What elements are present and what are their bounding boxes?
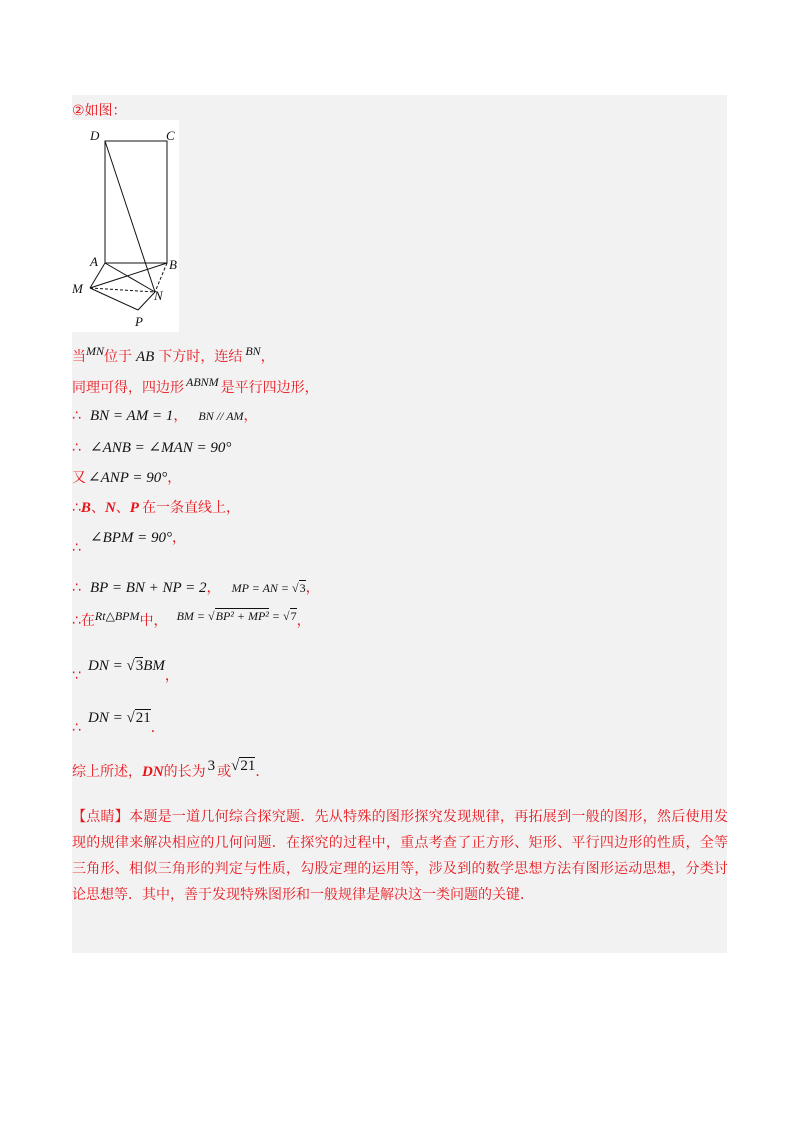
- therefore-symbol: ∴: [72, 580, 81, 596]
- segment-mn-dashed: [90, 288, 155, 292]
- line-2: [72, 377, 319, 397]
- answer-value: 3: [207, 758, 216, 774]
- math-parallel: BN // AM: [198, 409, 244, 423]
- text: 在: [80, 613, 95, 629]
- math-bn: BN: [245, 344, 261, 358]
- sqrt-value: 3: [135, 658, 144, 674]
- label-d: D: [90, 128, 100, 143]
- text: ，: [164, 668, 179, 684]
- math-dn: DN: [142, 764, 164, 780]
- geometry-figure: [72, 120, 179, 332]
- point-p: P: [129, 500, 139, 516]
- math-eq: MP = AN =: [231, 581, 293, 595]
- answer-value: 21: [240, 758, 256, 774]
- text: ，: [296, 613, 311, 629]
- therefore-symbol: ∴: [72, 408, 81, 424]
- therefore-symbol: ∴: [72, 720, 81, 736]
- label-n: N: [154, 288, 163, 303]
- text: 、: [115, 500, 130, 516]
- math-eq: BP = BN + NP = 2: [90, 580, 207, 596]
- math-eq: BN = AM = 1: [90, 408, 174, 424]
- text: ，: [243, 408, 258, 424]
- text: 、: [90, 500, 105, 516]
- segment-pn: [138, 292, 155, 310]
- label-m: M: [72, 281, 83, 296]
- text: 中，: [139, 613, 168, 629]
- text: 下方时，连结: [158, 349, 243, 365]
- text: 综上所述，: [72, 764, 142, 780]
- text: ，: [167, 470, 182, 486]
- text: 同理可得，四边形: [72, 380, 184, 396]
- text: 又: [72, 470, 86, 486]
- sqrt-value: 3: [299, 581, 306, 595]
- math-mn: MN: [86, 344, 104, 358]
- line-9: ∴在$^{Rt\triangle BPM}$中， $^{BM =}$ $^{√BP^2 + MP^2}$ = $^{√7}$，: [72, 609, 311, 629]
- geometry-diagram: [72, 120, 179, 332]
- math-eq: =: [268, 609, 283, 623]
- math-triangle: Rt△BPM: [94, 609, 140, 623]
- key-point-note: 【点睛】本题是一道几何综合探究题．先从特殊的图形探究发现规律，再拓展到一般的图形，然后使用发现的规律来解决相应的几何问题．在探究的过程中，重点考查了正方形、矩形、平行四边形的性质，全等三角形、相似三角形的判定与性质，勾股定理的运用等，涉及到的数学思想方法有图形运动思想，分类讨论思想等．其中，善于发现特殊图形和一般规律是解决这一类问题的关键．: [72, 809, 728, 903]
- label-p: P: [135, 314, 143, 329]
- section-header: ②如图：: [72, 103, 127, 119]
- text: ，: [172, 530, 187, 546]
- line-8: ∴ BP = BN + NP = 2， MP = AN = √3，: [72, 580, 320, 596]
- label-a: A: [90, 254, 98, 269]
- because-symbol: ∵: [72, 668, 81, 684]
- line-4: [72, 437, 231, 457]
- text: 在一条直线上，: [141, 500, 240, 516]
- math-eq: DN =: [88, 658, 127, 674]
- math-eq: DN =: [88, 710, 127, 726]
- therefore-symbol: ∴: [72, 540, 81, 556]
- segment-mb: [90, 263, 167, 288]
- text: 位于: [104, 349, 132, 365]
- line-7: [72, 527, 186, 547]
- math-eq: ∠ANB = ∠MAN = 90°: [90, 440, 232, 456]
- math-ab: AB: [136, 349, 155, 365]
- text: 当: [72, 349, 86, 365]
- sqrt-value: 21: [135, 710, 151, 726]
- line-12: 综上所述，DN的长为 3 或√21．: [72, 758, 270, 780]
- math-eq: BM =: [176, 609, 209, 623]
- label-c: C: [166, 128, 175, 143]
- rectangle-abcd: [105, 141, 167, 263]
- text: ．: [255, 764, 270, 780]
- line-1: [72, 346, 275, 366]
- text: ．: [150, 720, 165, 736]
- text: ，: [173, 408, 188, 424]
- text: 或: [217, 764, 232, 780]
- math-eq: ∠BPM = 90°: [90, 530, 173, 546]
- line-6: [72, 497, 240, 517]
- segment-an: [105, 263, 155, 292]
- line-5: [72, 467, 181, 487]
- line-11: DN = √21．: [88, 710, 165, 736]
- line-3: [72, 405, 258, 425]
- text: ，: [305, 580, 320, 596]
- sqrt-expression: BP² + MP²: [215, 609, 269, 623]
- math-eq: ∠ANP = 90°: [88, 470, 168, 486]
- therefore-symbol: ∴: [72, 613, 81, 629]
- text: 是平行四边形，: [220, 380, 319, 396]
- label-b: B: [169, 257, 177, 272]
- point-b: B: [80, 500, 91, 516]
- therefore-symbol: ∴: [72, 500, 81, 516]
- text: ，: [260, 349, 275, 365]
- sqrt-value: 7: [290, 609, 297, 623]
- math-abnm: ABNM: [186, 375, 219, 389]
- segment-mp: [90, 288, 138, 310]
- therefore-symbol: ∴: [72, 440, 81, 456]
- text: ，: [206, 580, 221, 596]
- point-n: N: [104, 500, 116, 516]
- text: 的长为: [163, 764, 206, 780]
- math-eq: BM: [143, 658, 165, 674]
- line-10: DN = √3BM，: [88, 658, 179, 684]
